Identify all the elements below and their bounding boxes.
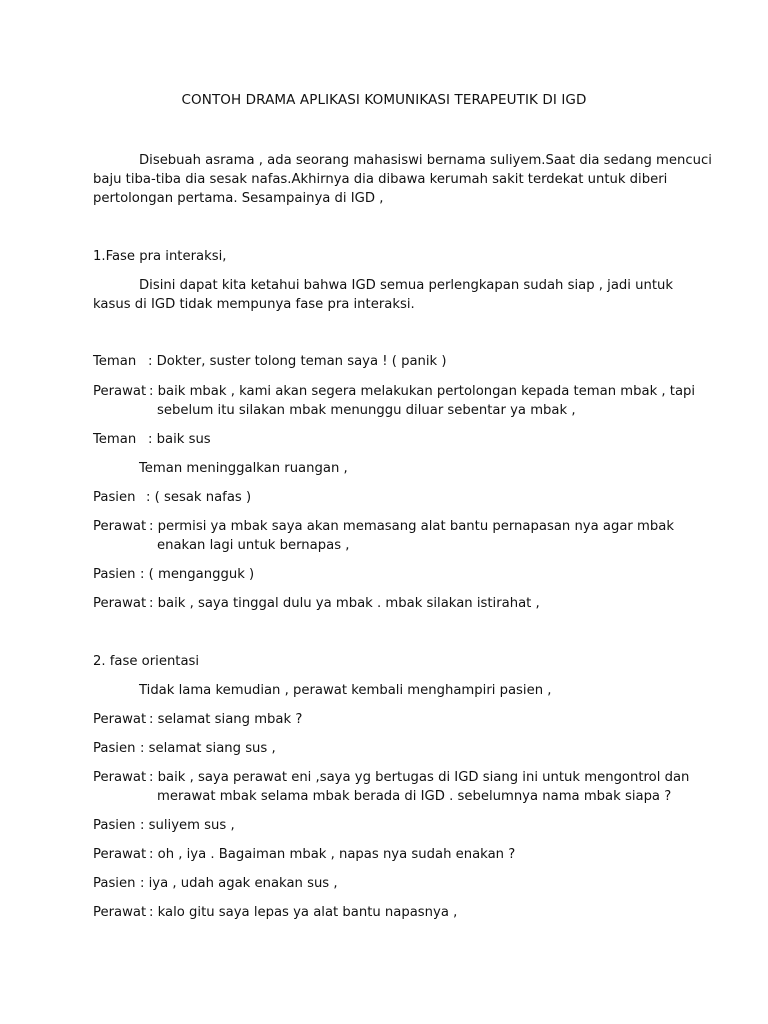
dialog-text: : Dokter, suster tolong teman saya ! ( panik )	[148, 354, 447, 369]
dialog-text: : ( mengangguk )	[140, 567, 255, 582]
speaker-name: Pasien	[93, 741, 136, 756]
dialog-line	[93, 904, 457, 922]
dialog-line	[93, 769, 689, 787]
dialog-line	[93, 489, 251, 507]
dialog-text: : baik , saya tinggal dulu ya mbak . mbak silakan istirahat ,	[149, 596, 540, 611]
speaker-name: Pasien	[93, 567, 136, 582]
dialog-line	[93, 383, 695, 401]
speaker-name: Teman	[93, 432, 137, 447]
dialog-text: : permisi ya mbak saya akan memasang alat bantu pernapasan nya agar mbak	[149, 519, 674, 534]
dialog-line	[93, 817, 235, 835]
dialog-line	[93, 518, 674, 536]
speaker-name: Perawat	[93, 519, 147, 534]
dialog-line	[93, 353, 447, 371]
speaker-name: Perawat	[93, 712, 147, 727]
section1-para-line: Disini dapat kita ketahui bahwa IGD semua perlengkapan sudah siap , jadi untuk	[139, 278, 674, 293]
document-title: CONTOH DRAMA APLIKASI KOMUNIKASI TERAPEUTIK DI IGD	[181, 92, 587, 108]
dialog-line	[93, 595, 540, 613]
section1-para-line: kasus di IGD tidak mempunya fase pra interaksi.	[93, 297, 415, 312]
dialog-continuation: enakan lagi untuk bernapas ,	[157, 538, 350, 553]
dialog-text: : iya , udah agak enakan sus ,	[140, 876, 338, 891]
speaker-name: Teman	[93, 354, 137, 369]
narration-line: Tidak lama kemudian , perawat kembali menghampiri pasien ,	[139, 683, 552, 698]
dialog-line	[93, 875, 338, 893]
speaker-name: Pasien	[93, 818, 136, 833]
dialog-continuation: sebelum itu silakan mbak menunggu diluar sebentar ya mbak ,	[157, 403, 576, 418]
dialog-text: : ( sesak nafas )	[146, 490, 252, 505]
intro-line: baju tiba-tiba dia sesak nafas.Akhirnya dia dibawa kerumah sakit terdekat untuk diberi	[93, 172, 668, 187]
speaker-name: Pasien	[93, 490, 136, 505]
speaker-name: Perawat	[93, 770, 147, 785]
dialog-text: : baik mbak , kami akan segera melakukan pertolongan kepada teman mbak , tapi	[149, 384, 696, 399]
dialog-line	[93, 566, 254, 584]
dialog-text: : baik , saya perawat eni ,saya yg bertugas di IGD siang ini untuk mengontrol dan	[149, 770, 690, 785]
dialog-text: : suliyem sus ,	[140, 818, 235, 833]
dialog-line	[93, 711, 302, 729]
speaker-name: Pasien	[93, 876, 136, 891]
dialog-line	[93, 846, 515, 864]
intro-line: pertolongan pertama. Sesampainya di IGD ,	[93, 191, 384, 206]
speaker-name: Perawat	[93, 596, 147, 611]
dialog-continuation: merawat mbak selama mbak berada di IGD . sebelumnya nama mbak siapa ?	[157, 789, 672, 804]
speaker-name: Perawat	[93, 905, 147, 920]
intro-line: Disebuah asrama , ada seorang mahasiswi bernama suliyem.Saat dia sedang mencuci	[139, 153, 712, 168]
dialog-text: : kalo gitu saya lepas ya alat bantu napasnya ,	[149, 905, 458, 920]
dialog-text: : selamat siang sus ,	[140, 741, 276, 756]
speaker-name: Perawat	[93, 384, 147, 399]
narration-line: Teman meninggalkan ruangan ,	[139, 461, 348, 476]
dialog-text: : baik sus	[148, 432, 211, 447]
dialog-text: : oh , iya . Bagaiman mbak , napas nya sudah enakan ?	[149, 847, 516, 862]
section2-heading: 2. fase orientasi	[93, 654, 200, 669]
dialog-line	[93, 431, 211, 449]
speaker-name: Perawat	[93, 847, 147, 862]
dialog-line	[93, 740, 276, 758]
section1-heading: 1.Fase pra interaksi,	[93, 249, 227, 264]
dialog-text: : selamat siang mbak ?	[149, 712, 303, 727]
